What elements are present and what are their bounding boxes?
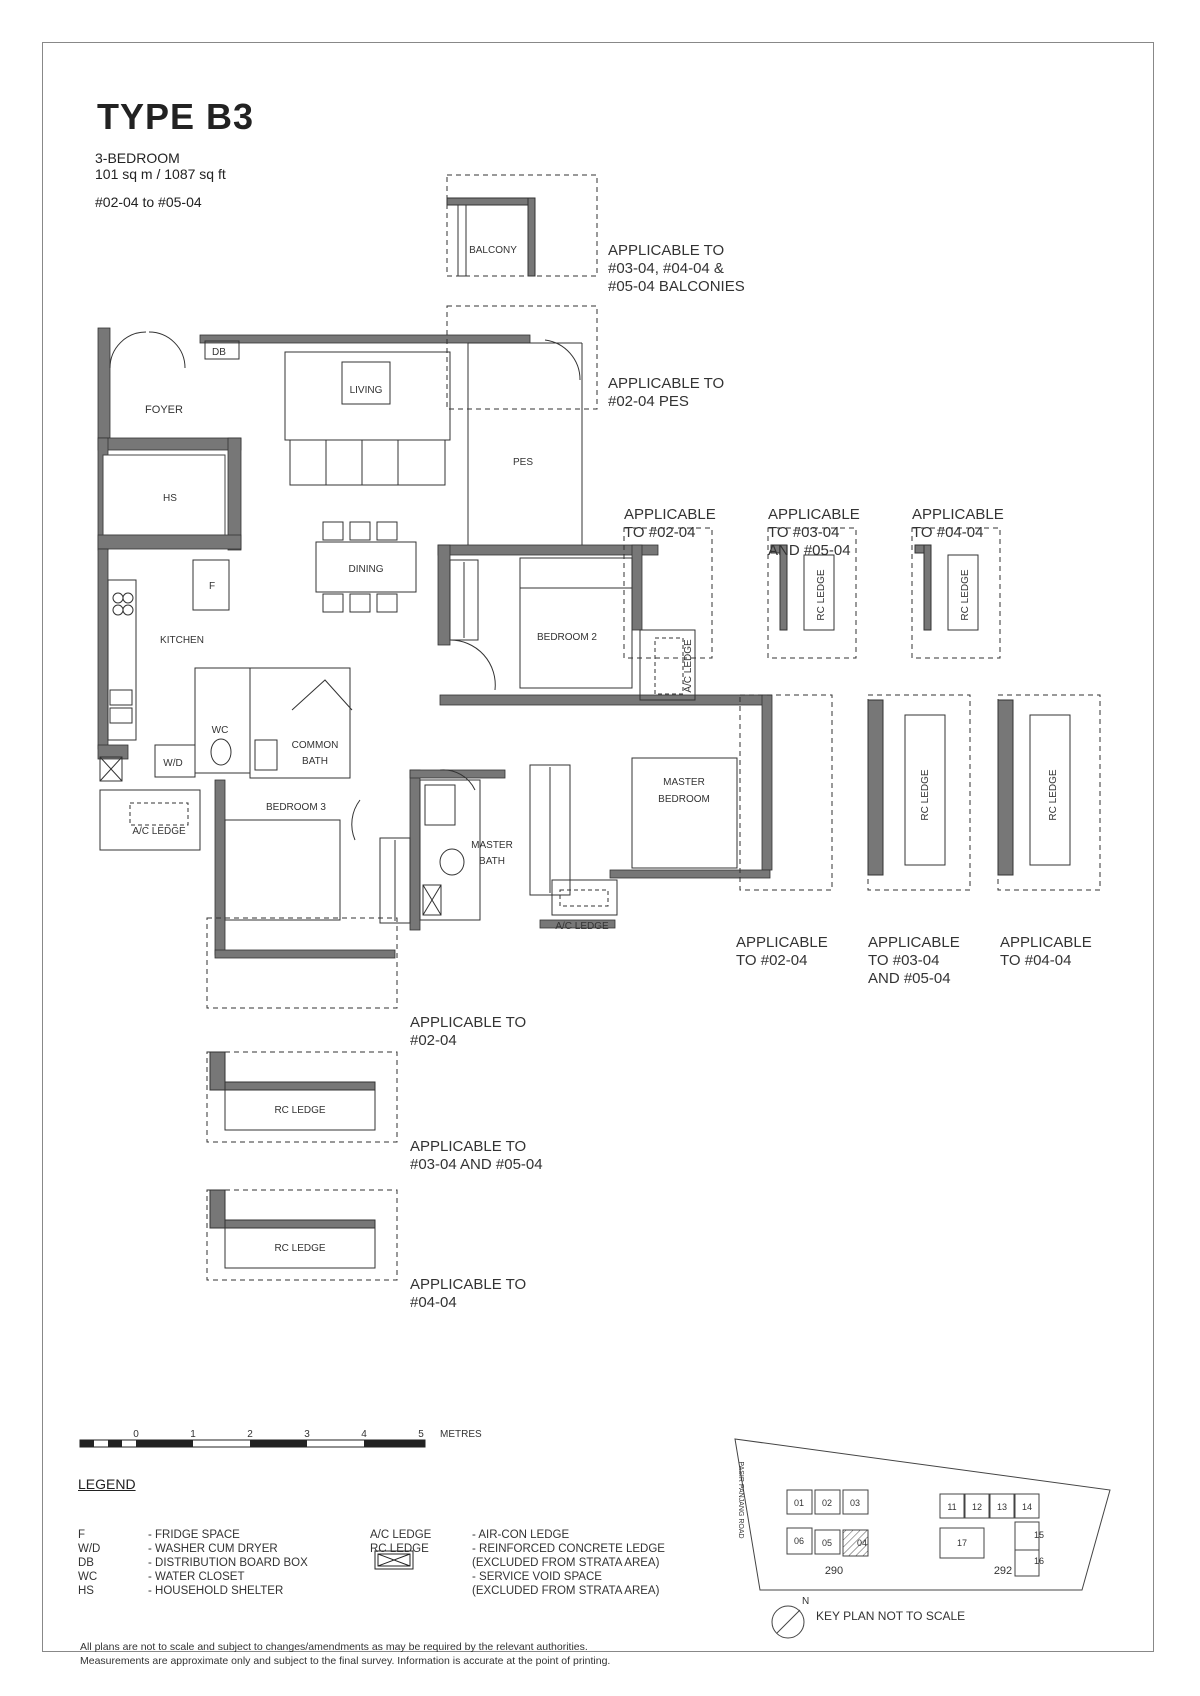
room-label-master-bath-2: BATH: [479, 856, 505, 867]
room-label-balcony: BALCONY: [469, 245, 517, 256]
wall: [98, 438, 241, 450]
note-master-0304: APPLICABLE TO #03-04 AND #05-04: [868, 934, 960, 987]
wall: [215, 780, 225, 955]
scale-tick-2: 2: [247, 1429, 253, 1440]
wall: [215, 950, 395, 958]
balcony-option-frame: [447, 175, 597, 276]
wall: [440, 695, 770, 705]
key-plan-note: KEY PLAN NOT TO SCALE: [816, 1609, 966, 1623]
bed3-0304-frame: [207, 1052, 397, 1142]
key-unit-01: 01: [793, 1498, 805, 1508]
rc-ledge-bed2-0404: RC LEDGE: [960, 569, 971, 621]
scale-tick-1: 1: [190, 1429, 196, 1440]
room-label-fridge: F: [208, 581, 216, 592]
note-pes: APPLICABLE TO #02-04 PES: [608, 375, 725, 410]
kitchen-ledge: [100, 790, 200, 850]
wall: [762, 695, 772, 870]
room-label-foyer: FOYER: [145, 404, 183, 416]
coffee-table: [342, 362, 390, 404]
key-unit-16: 16: [1033, 1556, 1045, 1566]
legend-left-abbr: F W/D DB WC HS: [78, 1529, 101, 1597]
note-master-0404: APPLICABLE TO #04-04: [1000, 934, 1092, 969]
master-0204-frame: [740, 695, 832, 890]
note-bed3-0204: APPLICABLE TO #02-04: [410, 1014, 527, 1049]
key-block-290: 290: [824, 1565, 844, 1577]
legend-left-desc: - FRIDGE SPACE - WASHER CUM DRYER - DISTRIBUTION BOARD BOX - WATER CLOSET - HOUSEHOLD SHELTER: [148, 1529, 308, 1597]
scale-tick-4: 4: [361, 1429, 367, 1440]
disclaimer: All plans are not to scale and subject to changes/amendments as may be required by the relevant authorities. Measurements are approximate only and subject to the final survey. Information is accurate at the point of printing.: [80, 1641, 611, 1667]
key-block-292: 292: [993, 1565, 1013, 1577]
wall: [98, 535, 241, 549]
scale-tick-3: 3: [304, 1429, 310, 1440]
wall: [438, 545, 450, 645]
room-label-kitchen: KITCHEN: [160, 635, 204, 646]
pes-option-frame: [447, 306, 597, 409]
unit-range: #02-04 to #05-04: [95, 194, 202, 210]
master-bed: [632, 758, 737, 868]
wc: [195, 668, 250, 773]
room-label-db: DB: [212, 347, 226, 358]
room-label-dining: DINING: [348, 564, 384, 575]
room-label-ac-ledge-master: A/C LEDGE: [555, 921, 609, 932]
room-label-master-bedroom-2: BEDROOM: [658, 794, 710, 805]
rc-ledge-bed2-0304: RC LEDGE: [816, 569, 827, 621]
key-unit-05: 05: [821, 1538, 833, 1548]
wall: [98, 328, 110, 438]
note-bed3-0404: APPLICABLE TO #04-04: [410, 1276, 527, 1311]
bed3-0204-frame: [207, 918, 397, 1008]
common-bath: [250, 668, 350, 778]
note-bed2-0304: APPLICABLE TO #03-04 AND #05-04: [768, 506, 860, 559]
sofa: [290, 440, 445, 485]
legend-right-abbr: A/C LEDGE RC LEDGE: [370, 1529, 432, 1555]
rc-ledge-bed3-0304: RC LEDGE: [274, 1105, 326, 1116]
note-bed3-0304: APPLICABLE TO #03-04 AND #05-04: [410, 1138, 543, 1173]
scale-unit: METRES: [440, 1429, 482, 1440]
key-unit-11: 11: [947, 1502, 957, 1512]
note-bed2-0204: APPLICABLE TO #02-04: [624, 506, 716, 541]
unit-type-title: TYPE B3: [97, 96, 255, 137]
room-label-wc: WC: [211, 725, 229, 736]
note-bed2-0404: APPLICABLE TO #04-04: [912, 506, 1004, 541]
bed2-headboard: [520, 558, 632, 588]
key-unit-12: 12: [971, 1502, 983, 1512]
room-label-wd: W/D: [163, 758, 183, 769]
room-label-master-bath-1: MASTER: [471, 840, 513, 851]
rc-ledge-bed3-0404: RC LEDGE: [274, 1243, 326, 1254]
bed3-bed: [225, 820, 340, 920]
room-label-common-bath-1: COMMON: [291, 740, 339, 751]
rc-ledge-master-0404: RC LEDGE: [1048, 769, 1059, 821]
key-unit-17: 17: [956, 1538, 968, 1548]
room-label-bedroom2: BEDROOM 2: [536, 632, 598, 643]
scale-tick-5: 5: [418, 1429, 424, 1440]
wall: [410, 770, 505, 778]
wall: [610, 870, 770, 878]
bed3-0404-frame: [207, 1190, 397, 1280]
ac-ledge-kitchen: [130, 803, 188, 825]
room-label-master-bedroom-1: MASTER: [663, 777, 705, 788]
wall: [410, 770, 420, 930]
key-unit-13: 13: [996, 1502, 1008, 1512]
bedroom-count: 3-BEDROOM: [95, 150, 180, 166]
key-unit-02: 02: [821, 1498, 833, 1508]
key-unit-06: 06: [793, 1536, 805, 1546]
key-unit-03: 03: [849, 1498, 861, 1508]
scale-bar: [80, 1429, 482, 1447]
room-label-ac-ledge-kitchen: A/C LEDGE: [132, 826, 186, 837]
room-label-living: LIVING: [349, 385, 383, 396]
legend-title: LEGEND: [78, 1476, 136, 1492]
room-label-hs: HS: [163, 493, 177, 504]
ac-ledge-master: [552, 880, 617, 915]
wall: [200, 335, 530, 343]
living-rug: [285, 352, 450, 440]
scale-tick-0: 0: [133, 1429, 139, 1440]
room-label-pes: PES: [512, 457, 534, 468]
note-master-0204: APPLICABLE TO #02-04: [736, 934, 828, 969]
key-road-label: PASIR PANJANG ROAD: [737, 1461, 744, 1539]
wall: [98, 549, 108, 749]
note-balconies: APPLICABLE TO #03-04, #04-04 & #05-04 BALCONIES: [608, 242, 745, 295]
key-unit-15: 15: [1033, 1530, 1045, 1540]
room-label-bedroom3: BEDROOM 3: [265, 802, 327, 813]
rc-ledge-master-0304: RC LEDGE: [920, 769, 931, 821]
key-unit-14: 14: [1021, 1502, 1033, 1512]
north-label: N: [802, 1596, 810, 1607]
key-unit-04: 04: [856, 1538, 868, 1548]
legend-right-desc: - AIR-CON LEDGE - REINFORCED CONCRETE LEDGE (EXCLUDED FROM STRATA AREA) - SERVICE VOID SPACE (EXCLUDED FROM STRATA AREA): [472, 1529, 665, 1597]
room-label-common-bath-2: BATH: [302, 756, 328, 767]
room-label-ac-ledge-bed2: A/C LEDGE: [683, 639, 694, 693]
wall: [228, 438, 241, 550]
unit-area: 101 sq m / 1087 sq ft: [95, 166, 226, 182]
